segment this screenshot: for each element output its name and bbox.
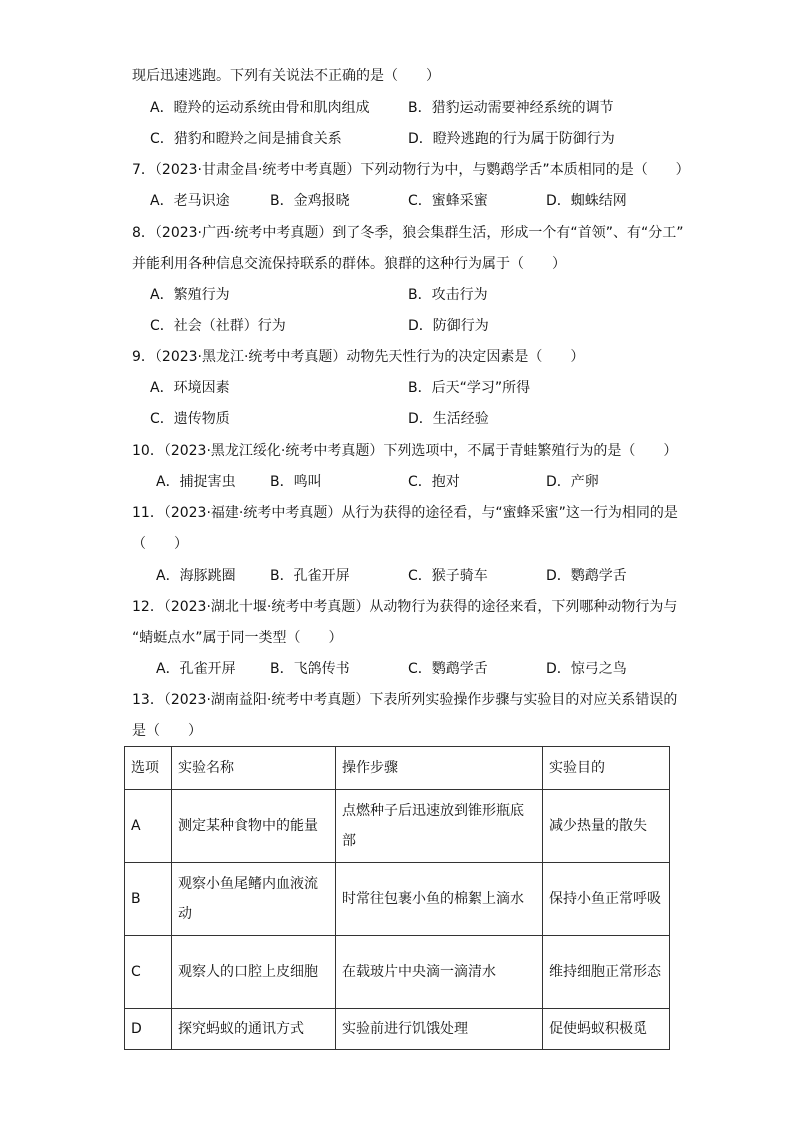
option-b: B．飞鸽传书	[270, 661, 350, 677]
question-lead-options-row2	[150, 129, 670, 149]
table-cell: C	[125, 936, 172, 1009]
table-cell: 观察人的口腔上皮细胞	[172, 936, 336, 1009]
table-row	[125, 863, 670, 936]
option-b: B．攻击行为	[408, 287, 488, 303]
option-d: D．瞪羚逃跑的行为属于防御行为	[408, 131, 615, 147]
option-a: A．孔雀开屏	[156, 661, 236, 677]
table-header-cell: 选项	[125, 747, 172, 790]
question-11-stem-line2: （ ）	[132, 536, 188, 552]
table-cell: 探究蚂蚁的通讯方式	[172, 1009, 336, 1050]
question-8-options-row1	[150, 285, 670, 305]
option-a: A．瞪羚的运动系统由骨和肌肉组成	[150, 100, 370, 116]
question-13-stem-line2: 是（ ）	[132, 723, 202, 739]
table-row	[125, 936, 670, 1009]
option-d: D．产卵	[546, 474, 599, 490]
table-header-cell: 操作步骤	[336, 747, 543, 790]
option-a: A．老马识途	[150, 193, 230, 209]
option-d: D．惊弓之鸟	[546, 661, 627, 677]
table-cell: 减少热量的散失	[543, 790, 670, 863]
table-row	[125, 1009, 670, 1050]
table-cell: 促使蚂蚁积极觅	[543, 1009, 670, 1050]
question-7-options	[150, 191, 670, 211]
table-cell: 测定某种食物中的能量	[172, 790, 336, 863]
question-12-stem-line2: “蜻蜓点水”属于同一类型（ ）	[132, 630, 343, 646]
option-c: C．抱对	[408, 474, 460, 490]
option-d: D．生活经验	[408, 411, 489, 427]
option-d: D．防御行为	[408, 318, 489, 334]
option-a: A．海豚跳圈	[156, 568, 236, 584]
question-9-options-row2	[150, 409, 670, 429]
option-b: B．金鸡报晓	[270, 193, 350, 209]
question-13-stem-line1: 13．（2023·湖南益阳·统考中考真题）下表所列实验操作步骤与实验目的对应关系错误的	[132, 692, 678, 708]
table-cell: B	[125, 863, 172, 936]
question-7-stem: 7．（2023·甘肃金昌·统考中考真题）下列动物行为中，与鹦鹉学舌”本质相同的是（ ）	[132, 162, 690, 178]
option-b: B．猎豹运动需要神经系统的调节	[408, 100, 614, 116]
table-header-row	[125, 747, 670, 790]
table-cell: 点燃种子后迅速放到锥形瓶底部	[336, 790, 543, 863]
option-d: D．鹦鹉学舌	[546, 568, 627, 584]
question-8-stem-line2: 并能利用各种信息交流保持联系的群体。狼群的这种行为属于（ ）	[132, 256, 566, 272]
table-row	[125, 790, 670, 863]
option-c: C．社会（社群）行为	[150, 318, 286, 334]
question-9-stem: 9．（2023·黑龙江·统考中考真题）动物先天性行为的决定因素是（ ）	[132, 349, 585, 365]
question-8-stem-line1: 8．（2023·广西·统考中考真题）到了冬季，狼会集群生活，形成一个有“首领”、有“分工”	[132, 225, 684, 241]
option-b: B．孔雀开屏	[270, 568, 350, 584]
option-b: B．后天“学习”所得	[408, 380, 531, 396]
question-10-stem: 10．（2023·黑龙江绥化·统考中考真题）下列选项中，不属于青蛙繁殖行为的是（ ）	[132, 443, 678, 459]
question-11-options	[156, 566, 676, 586]
table-cell: 时常往包裹小鱼的棉絮上滴水	[336, 863, 543, 936]
question-lead-options-row1	[150, 98, 670, 118]
table-cell: A	[125, 790, 172, 863]
experiment-table	[124, 746, 670, 1050]
question-12-stem-line1: 12．（2023·湖北十堰·统考中考真题）从动物行为获得的途径来看，下列哪种动物行为与	[132, 599, 678, 615]
question-12-options	[156, 659, 676, 679]
option-c: C．猎豹和瞪羚之间是捕食关系	[150, 131, 342, 147]
table-cell: 观察小鱼尾鳍内血液流动	[172, 863, 336, 936]
question-11-stem-line1: 11．（2023·福建·统考中考真题）从行为获得的途径看，与“蜜蜂采蜜”这一行为相同的是	[132, 505, 678, 521]
option-c: C．蜜蜂采蜜	[408, 193, 488, 209]
option-c: C．鹦鹉学舌	[408, 661, 488, 677]
table-header-cell: 实验名称	[172, 747, 336, 790]
table-header-cell: 实验目的	[543, 747, 670, 790]
option-c: C．遗传物质	[150, 411, 230, 427]
option-a: A．环境因素	[150, 380, 230, 396]
table-cell: 实验前进行饥饿处理	[336, 1009, 543, 1050]
question-10-options	[156, 472, 676, 492]
option-a: A．繁殖行为	[150, 287, 230, 303]
option-d: D．蜘蛛结网	[546, 193, 627, 209]
table-cell: D	[125, 1009, 172, 1050]
question-lead-stem: 现后迅速逃跑。下列有关说法不正确的是（ ）	[132, 68, 440, 84]
table-cell: 在载玻片中央滴一滴清水	[336, 936, 543, 1009]
table-cell: 保持小鱼正常呼吸	[543, 863, 670, 936]
option-a: A．捕捉害虫	[156, 474, 236, 490]
question-8-options-row2	[150, 316, 670, 336]
question-9-options-row1	[150, 378, 670, 398]
option-b: B．鸣叫	[270, 474, 322, 490]
option-c: C．猴子骑车	[408, 568, 488, 584]
table-cell: 维持细胞正常形态	[543, 936, 670, 1009]
